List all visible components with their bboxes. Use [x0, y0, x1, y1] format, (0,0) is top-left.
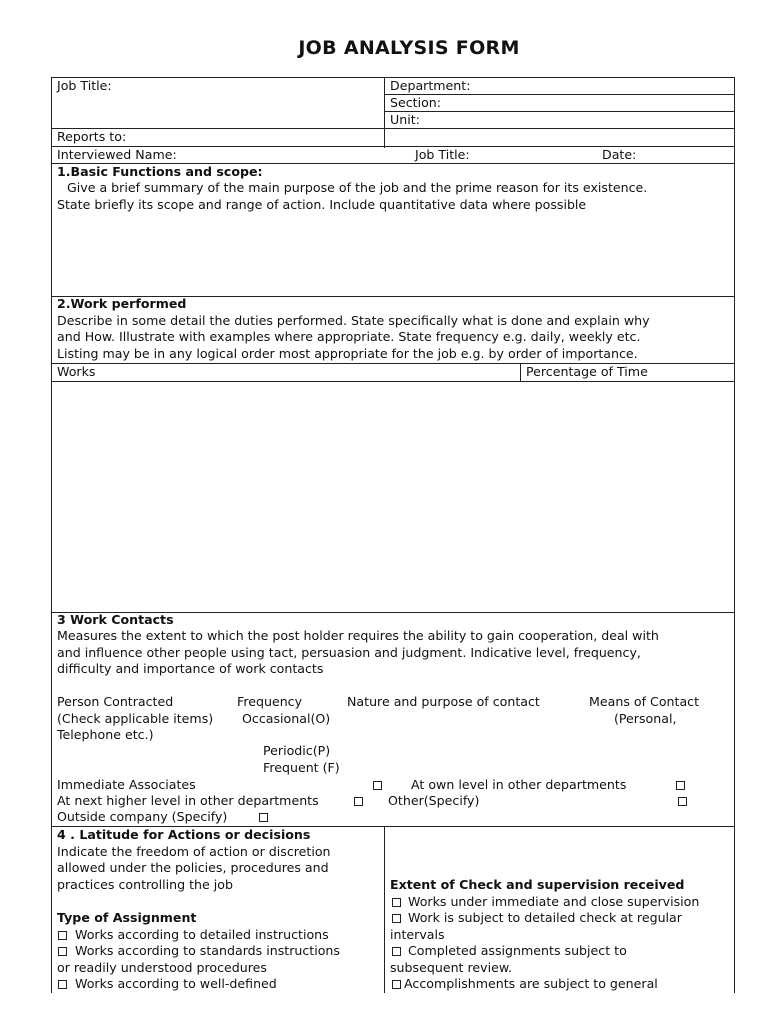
percentage-column-header: Percentage of Time: [526, 364, 648, 379]
section4-column-divider: [384, 826, 385, 993]
section2-text: Listing may be in any logical order most appropriate for the job e.g. by order of importance.: [57, 346, 638, 361]
telephone-label: Telephone etc.): [57, 727, 154, 742]
e3-checkbox[interactable]: [392, 947, 401, 956]
section-label: Section:: [390, 95, 442, 110]
supervision-option: Works under immediate and close supervision: [408, 894, 700, 909]
person-contracted-label: Person Contracted: [57, 694, 174, 709]
header-divider: [384, 77, 385, 148]
section1-heading: 1.Basic Functions and scope:: [57, 164, 263, 179]
assignment-option: Works according to well-defined: [75, 976, 277, 991]
section2-heading: 2.Work performed: [57, 296, 187, 311]
form-title: JOB ANALYSIS FORM: [298, 37, 520, 59]
column-divider: [520, 363, 521, 381]
next-higher-checkbox[interactable]: [354, 797, 363, 806]
assignment-option: Works according to detailed instructions: [75, 927, 329, 942]
section4-text: allowed under the policies, procedures and: [57, 860, 329, 875]
supervision-option-cont: intervals: [390, 927, 445, 942]
section1-text: State briefly its scope and range of action. Include quantitative data where possible: [57, 197, 587, 212]
t1-checkbox[interactable]: [58, 931, 67, 940]
row-line: [51, 381, 735, 382]
personal-label: (Personal,: [614, 711, 677, 726]
section3-text: and influence other people using tact, persuasion and judgment. Indicative level, frequency,: [57, 645, 641, 660]
e4-checkbox[interactable]: [392, 980, 401, 989]
t2-checkbox[interactable]: [58, 947, 67, 956]
immediate-associates-label: Immediate Associates: [57, 777, 196, 792]
nature-label: Nature and purpose of contact: [347, 694, 540, 709]
other-specify-label: Other(Specify): [388, 793, 480, 808]
e1-checkbox[interactable]: [392, 898, 401, 907]
interviewed-name-label: Interviewed Name:: [57, 147, 177, 162]
next-higher-label: At next higher level in other departments: [57, 793, 319, 808]
outside-company-checkbox[interactable]: [259, 813, 268, 822]
extent-of-check-heading: Extent of Check and supervision received: [390, 877, 685, 892]
occasional-label: Occasional(O): [242, 711, 331, 726]
job-title-label: Job Title:: [57, 78, 112, 93]
section4-text: practices controlling the job: [57, 877, 233, 892]
date-label: Date:: [602, 147, 637, 162]
frequency-label: Frequency: [237, 694, 303, 709]
t3-checkbox[interactable]: [58, 980, 67, 989]
department-label: Department:: [390, 78, 471, 93]
supervision-option: Accomplishments are subject to general: [404, 976, 658, 991]
unit-label: Unit:: [390, 112, 420, 127]
assignment-option: Works according to standards instructions: [75, 943, 340, 958]
immediate-associates-checkbox[interactable]: [373, 781, 382, 790]
section4-text: Indicate the freedom of action or discretion: [57, 844, 331, 859]
periodic-label: Periodic(P): [263, 743, 331, 758]
e2-checkbox[interactable]: [392, 914, 401, 923]
type-of-assignment-heading: Type of Assignment: [57, 910, 197, 925]
own-level-label: At own level in other departments: [411, 777, 627, 792]
own-level-checkbox[interactable]: [676, 781, 685, 790]
works-column-header: Works: [57, 364, 96, 379]
assignment-option-cont: or readily understood procedures: [57, 960, 267, 975]
reports-to-label: Reports to:: [57, 129, 127, 144]
section2-text: Describe in some detail the duties performed. State specifically what is done and explain why: [57, 313, 650, 328]
section3-text: Measures the extent to which the post holder requires the ability to gain cooperation, deal with: [57, 628, 659, 643]
frequent-label: Frequent (F): [263, 760, 340, 775]
means-label: Means of Contact: [589, 694, 700, 709]
supervision-option: Work is subject to detailed check at regular: [408, 910, 682, 925]
other-specify-checkbox[interactable]: [678, 797, 687, 806]
supervision-option: Completed assignments subject to: [408, 943, 627, 958]
interviewer-job-title-label: Job Title:: [415, 147, 470, 162]
supervision-option-cont: subsequent review.: [390, 960, 512, 975]
section4-heading: 4 . Latitude for Actions or decisions: [57, 827, 311, 842]
check-items-label: (Check applicable items): [57, 711, 214, 726]
section1-text: Give a brief summary of the main purpose of the job and the prime reason for its existence.: [67, 180, 648, 195]
outside-company-label: Outside company (Specify): [57, 809, 228, 824]
section3-text: difficulty and importance of work contacts: [57, 661, 324, 676]
section2-text: and How. Illustrate with examples where appropriate. State frequency e.g. daily, weekly etc.: [57, 329, 641, 344]
section3-heading: 3 Work Contacts: [57, 612, 174, 627]
